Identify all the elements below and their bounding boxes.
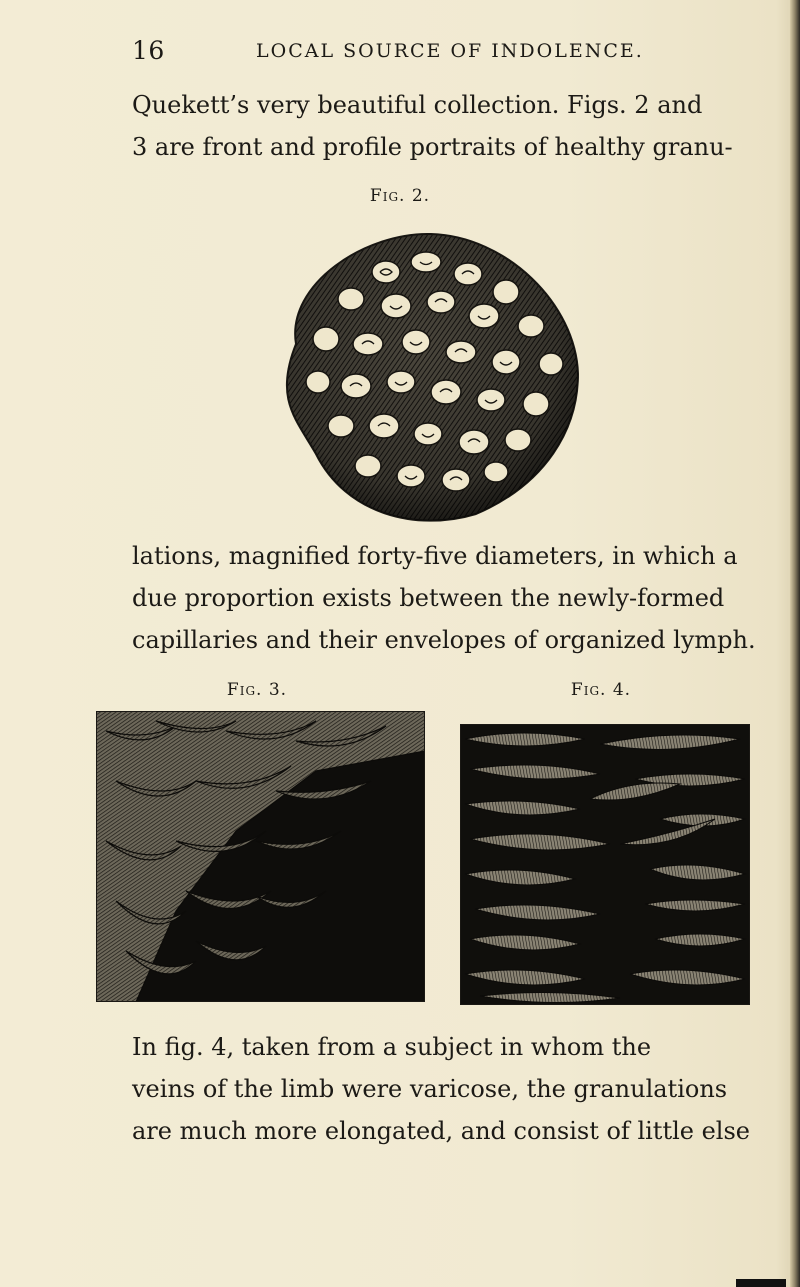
text-line: veins of the limb were varicose, the granulations [132, 1075, 728, 1103]
running-head: LOCAL SOURCE OF INDOLENCE. [256, 40, 644, 62]
text-line: due proportion exists between the newly-formed [132, 584, 725, 612]
paragraph-intro [132, 84, 733, 168]
page-edge-shadow [790, 0, 800, 1287]
figure-4-caption: Fig. 4. [570, 680, 632, 700]
figure-2-granulations-engraving [256, 214, 586, 529]
bottom-edge-mark [736, 1279, 786, 1287]
text-line: lations, magnified forty-five diameters, in which a [132, 542, 738, 570]
text-line: In fig. 4, taken from a subject in whom the [132, 1033, 652, 1061]
text-line: are much more elongated, and consist of little else [132, 1117, 750, 1145]
text-line: capillaries and their envelopes of organized lymph. [132, 626, 756, 654]
figure-3-caption: Fig. 3. [226, 680, 288, 700]
figure-2-caption: Fig. 2. [369, 186, 431, 206]
page-header [132, 36, 712, 76]
paragraph-fig4-description [132, 1026, 750, 1152]
text-line: Quekett’s very beautiful collection. Figs. 2 and [132, 91, 703, 119]
figure-4-elongated-granulations-engraving [460, 724, 750, 1005]
text-line: 3 are front and profile portraits of healthy granu- [132, 133, 733, 161]
page-number: 16 [132, 36, 165, 65]
figure-3-profile-engraving [96, 711, 425, 1002]
paragraph-description [132, 535, 756, 661]
